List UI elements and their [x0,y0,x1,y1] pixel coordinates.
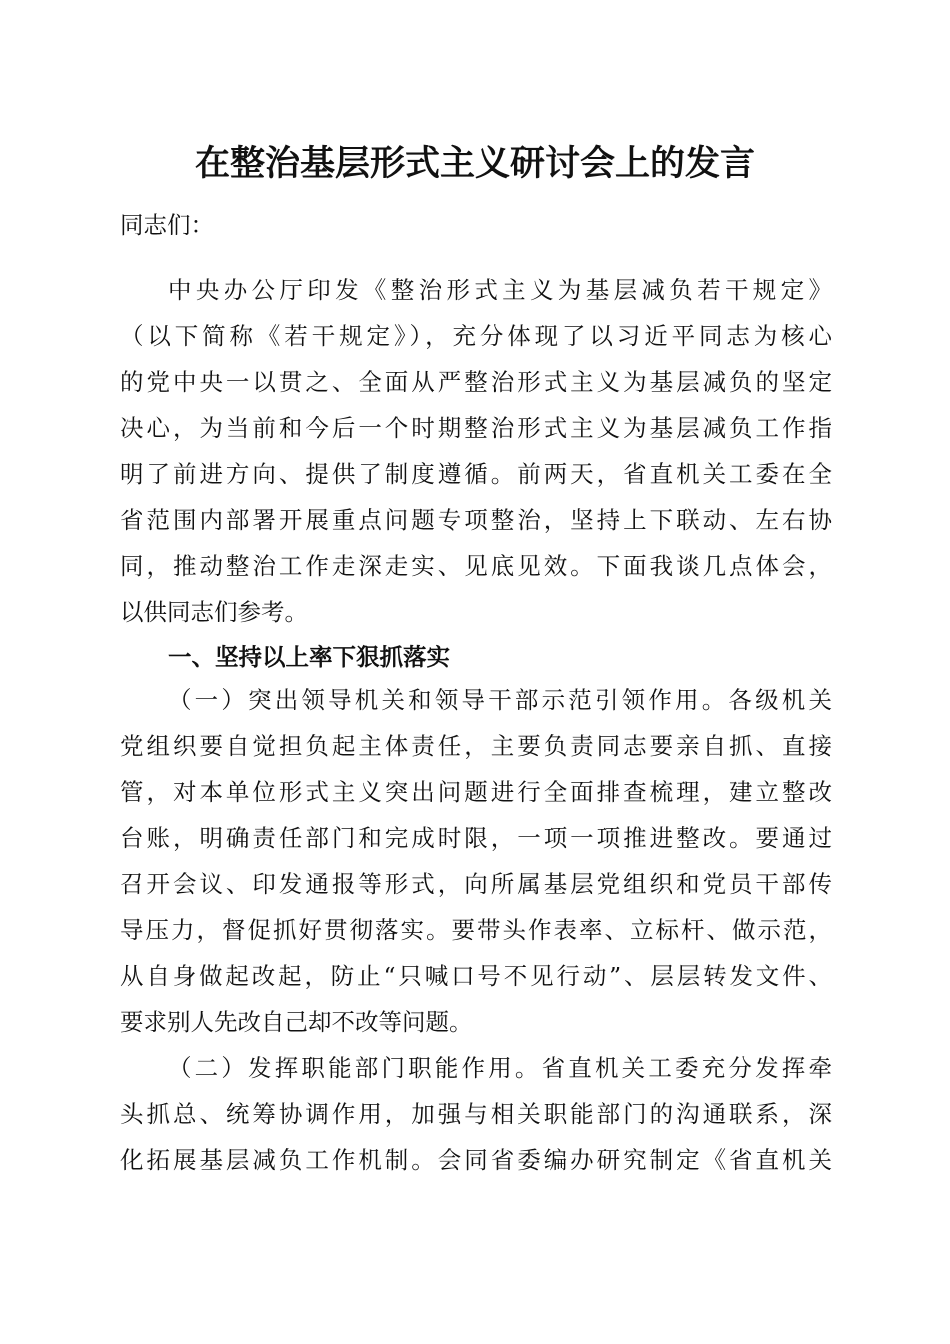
section-heading: 一、坚持以上率下狠抓落实 [168,643,450,671]
paragraph-line: 要求别人先改自己却不改等问题。 [120,1008,473,1036]
paragraph-line: 的党中央一以贯之、全面从严整治形式主义为基层减负的坚定 [120,368,832,396]
paragraph-line: 头抓总、统筹协调作用，加强与相关职能部门的沟通联系，深 [120,1100,832,1128]
paragraph-line: 中央办公厅印发《整治形式主义为基层减负若干规定》 [168,276,832,304]
paragraph-line: 台账，明确责任部门和完成时限，一项一项推进整改。要通过 [120,824,832,852]
salutation: 同志们： [120,211,214,239]
paragraph-line: 同，推动整治工作走深走实、见底见效。下面我谈几点体会， [120,552,832,580]
paragraph-line: 党组织要自觉担负起主体责任，主要负责同志要亲自抓、直接 [120,732,832,760]
paragraph-line: 省范围内部署开展重点问题专项整治，坚持上下联动、左右协 [120,506,832,534]
paragraph-line: 导压力，督促抓好贯彻落实。要带头作表率、立标杆、做示范， [120,916,832,944]
paragraph-line: 以供同志们参考。 [120,598,308,626]
paragraph-line: 化拓展基层减负工作机制。会同省委编办研究制定《省直机关 [120,1146,832,1174]
document-title: 在整治基层形式主义研讨会上的发言 [194,143,755,184]
paragraph-line: 管，对本单位形式主义突出问题进行全面排查梳理，建立整改 [120,778,832,806]
paragraph-line: 决心，为当前和今后一个时期整治形式主义为基层减负工作指 [120,414,832,442]
paragraph-line: （二）发挥职能部门职能作用。省直机关工委充分发挥牵 [168,1054,832,1082]
paragraph-line: （以下简称《若干规定》），充分体现了以习近平同志为核心 [120,322,832,350]
paragraph-line: （一）突出领导机关和领导干部示范引领作用。各级机关 [168,686,832,714]
paragraph-line: 召开会议、印发通报等形式，向所属基层党组织和党员干部传 [120,870,832,898]
paragraph-line: 从自身做起改起，防止“只喊口号不见行动”、层层转发文件、 [120,962,832,990]
paragraph-line: 明了前进方向、提供了制度遵循。前两天，省直机关工委在全 [120,460,832,488]
